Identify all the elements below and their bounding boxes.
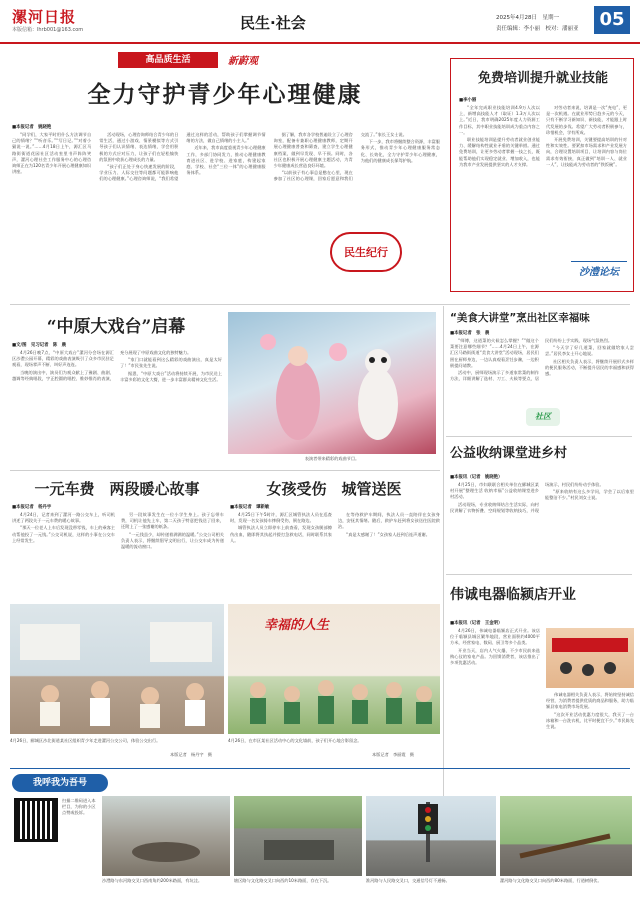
qr-code[interactable] (14, 798, 58, 842)
women-byline: ■本报记者 谭新敏 (230, 505, 270, 510)
divider (446, 436, 632, 437)
lead-body: “同学们，大家平时用什么方法调节自己的情绪？”“听音乐。”“写日记。”“对着小猫说一说。”……4月18日上午，源汇区马路街街道花园社区活动室里书声阵阵笑声，漯河心理社会工作服务中心的心理咨询师正在为120名青少年开展心理健康知识讲座。 活动现场，心理咨询师结合青少年的日常生活，通过小游戏、情景模拟等方式引导孩子们认识情绪、表达情绪，学会用积极的方式应对压力，让孩子们在轻松愉快的氛围中收获心理成长的力量。 “孩子们正处于身心快速发展的阶段，学业压力、人际交往等问题都可能影响他们的心理健康。”心理咨询师说，“我们希望通过这样的活动，帮助孩子们掌握调节情绪的方法，做自己情绪的小主人。” 近年来，我市高度重视青少年心理健康工作，多部门协同发力，推动心理健康教育进社区、进学校、进家庭，构建起家庭、学校、社会“三位一体”的心理健康服务体系。 据了解，我市各学校普遍设立了心理咨询室，配备专兼职心理健康教师，定期开展心理健康普查和筛查，建立学生心理健康档案，做到早发现、早干预。同时，各社区也积极开展心理健康主题活动，为青少年健康成长营造良好环境。 “以前孩子有心事总是憋在心里，现在参加了社区的心理课，回家后愿意和我们交流了。”家长王女士说。 下一步，我市将继续整合资源，丰富服务形式，推动青少年心理健康服务常态化、长效化，全力守护青少年心理健康，为他们的健康成长保驾护航。 (12, 132, 440, 182)
kitchen-body: 4月25日，市妇联联合相关单位在郾城区某村开展“整理生活 收纳幸福”公益收纳课堂进乡村活动。 活动现场，专业收纳师结合生活实际，向村民讲解了衣物折叠、空间规划等收纳技巧，并现场演示，村民们纷纷动手体验。 “原来收纳有这么多学问，学会了以后家里能整洁不少。”村民刘女士说。 (450, 482, 634, 513)
divider (10, 470, 440, 471)
pothole-image (102, 796, 230, 876)
women-article (228, 474, 440, 600)
food-body: “师傅，这道菜的火候怎么掌握？”“做这个菜要注意哪些细节？”……4月24日上午，在源汇区马路街街道“美食大讲堂”活动现场，居民们围在厨师身边，一边认真观看烹饪步骤，一边积极提问请教。 活动中，厨师现场演示了多道家常菜的制作方法，详细讲解了选材、刀工、火候等要点，居民们纷纷上手实践，现场气氛热烈。 “今天学了好几道菜，回家就做给家人尝尝。”居民李女士开心地说。 社区相关负责人表示，将继续开展形式多样的便民服务活动，不断提升居民的幸福感和获得感。 (450, 338, 634, 382)
store-article (450, 580, 634, 766)
opera-body: 4月26日晚7点，“中原大戏台”漯河分会场在源汇区沙澧公园开幕，精彩的戏曲表演吸引了众多市民驻足观看，现场掌声不断、叫好声连连。 当晚的演出中，演员们为观众献上了豫剧、曲剧、越调等经典唱段，字正腔圆的唱腔、惟妙惟肖的表演，充分展现了中原戏曲文化的独特魅力。 “家门口就能看到这么精彩的戏曲演出，真是太好了！”市民张先生说。 据悉，“中原大戏台”活动将持续开展，为市民送上丰富多彩的文化大餐，进一步丰富群众精神文化生活。 (12, 350, 222, 382)
mailbox-text: 本版信箱：lhrb001@163.com (12, 27, 84, 33)
lead-byline: ■本报记者 姚晓艳 (12, 125, 52, 130)
store-headline: 伟诚电器临颍店开业 (450, 587, 576, 603)
bus-credit: 本版记者 杨丹宇 摄 (170, 752, 212, 757)
page-number: 05 (594, 6, 630, 34)
tousu-badge: 我呼我为吾号 (12, 774, 108, 792)
minsheng-badge: 民生纪行 (330, 232, 402, 272)
women-headline: 女孩受伤 城管送医 (266, 480, 402, 498)
forum-box (450, 58, 634, 292)
bus-byline: ■本报记者 杨丹宇 (12, 505, 52, 510)
opera-photo (228, 312, 436, 454)
road-caption-1: 沙澧路与东河路交叉口西南角约200米路面，有坑洼。 (102, 878, 203, 883)
editor-info: 责任编辑：李小丽 校对：潘丽亚 (496, 26, 579, 32)
newspaper-logo: 漯河日报 (12, 8, 77, 26)
road-photo-4 (500, 796, 632, 876)
divider (446, 574, 632, 575)
road-sink-image (234, 796, 362, 876)
forum-title: 免费培训提升就业技能 (477, 71, 608, 86)
photo-banner-text: 幸福的人生 (264, 618, 330, 633)
opera-article (10, 308, 222, 468)
issue-date: 2025年4月28日 星期一 (496, 15, 560, 21)
bus-article (10, 474, 224, 600)
store-body-2: 伟诚电器相关负责人表示，将始终坚持诚信经营，为消费者提供优质的商品和服务，助力临颍县家电消费市场发展。 “这次开业活动优惠力度很大，我买了一台冰箱和一台洗衣机，比平时便宜不少。”市民陈先生说。 (546, 692, 634, 730)
bus-photo (10, 604, 224, 734)
kitchen-article (450, 440, 634, 570)
forum-body: “全年完成职业技能培训4.9万人次以上，新增高技能人才（取证）1.3万人次以上。”近日，我市明确2025年度人力资源工作目标，其中职业技能培训成为重点内容之一。 职业技能培训是提升劳动者就业创业能力、缓解结构性就业矛盾的关键举措。通过免费培训，让更多劳动者掌握一技之长，既能帮助他们实现稳定就业、增加收入，也能为我市产业发展提供坚实的人才支撑。 对劳动者来说，培训是一次“充电”，更是一次机遇。在就业形势日趋多元的今天，只有不断学习新知识、新技能，才能跟上时代发展的步伐。希望广大劳动者积极参与，珍惜机会，学有所成。 开展免费培训，关键要提高培训的针对性和实效性。要紧扣市场需求和产业发展方向，合理设置培训项目，让培训内容与岗位需求有效衔接，真正做到“培训一人、就业一人”，让技能成为劳动者的“铁饭碗”。 (459, 105, 627, 167)
divider (443, 306, 444, 866)
kicker-ribbon: 高品质生活 (118, 52, 218, 68)
road-caption-2: 辖区路与文化路交叉口向西约10米路面，存在下沉。 (234, 878, 332, 883)
bus-headline: 一元车费 两段暖心故事 (34, 480, 200, 498)
lead-article (10, 50, 440, 302)
section-title: 民生·社会 (240, 14, 306, 32)
kitchen-headline: 公益收纳课堂进乡村 (450, 446, 568, 461)
bus-body: 4月24日，记者来到了漯河一路公交车上，听司机讲述了两段关于一元车费的暖心故事。 “那天一位老人上车后发现没带零钱，车上的乘客主动帮他投了一元钱。”公交司机说，这样的小事在公交车上经常发生。 另一段故事发生在一位小学生身上。孩子忘带车费，司机让他先上车，第二天孩子特意把钱送了回来，还附上了一张感谢的纸条。 “一元钱虽少，却传递着满满的温暖。”公交公司相关负责人表示，将继续倡导文明出行，让公交车成为传递温暖的流动窗口。 (12, 512, 224, 550)
forum-badge: 沙澧论坛 (571, 261, 627, 283)
opera-headline: “中原大戏台”启幕 (46, 317, 186, 337)
food-byline: ■本报记者 张 晨 (450, 331, 490, 336)
children-group-image (228, 604, 440, 734)
traffic-light-image (366, 796, 496, 876)
road-caption-3: 淮河路与人民路交叉口，交通信号灯不通畅。 (366, 878, 450, 883)
women-credit: 本版记者 李丽霞 摄 (372, 752, 414, 757)
kicker-column: 新蔚观 (228, 56, 258, 67)
bus-caption: 4月26日，郾城区沙北街道某社区组织青少年走进漯河公交公司，体验公交出行。 (10, 738, 161, 743)
opera-stage-image (228, 312, 436, 454)
divider (10, 768, 630, 769)
classroom-image (10, 604, 224, 734)
masthead (0, 0, 640, 44)
kitchen-byline: ■本报讯（记者 姚晓艳） (450, 475, 503, 480)
opera-byline: ■文/图 见习记者 陈 晨 (12, 343, 67, 348)
women-caption: 4月26日，在市区某社区活动中心的文化墙前，孩子们开心地合影留念。 (228, 738, 362, 743)
women-body: 4月25日下午5时许，源汇区城管执法人员在巡查时，发现一名女孩骑车摔倒受伤，倒在路边。 城管执法人员立即停车上前查看，发现女孩腿部擦伤出血，随即将其扶起并拨打急救电话，同时联系其家人。 在等待救护车期间，执法人员一直陪伴在女孩身边，安抚其情绪。随后，救护车赶到将女孩送往医院救治。 “真是太感谢了！”女孩家人赶到后连声道谢。 (230, 512, 440, 543)
store-body: 4月26日，伟诚电器临颍店正式开业。该店位于临颍县城区繁华地段，营业面积约4000平方米，经营家电、数码、厨卫等多个品类。 开业当天，店内人气火爆，不少市民前来选购心仪的家电产品。为回馈消费者，该店推出了多项优惠活动。 (450, 628, 540, 666)
food-headline: “美食大讲堂”烹出社区幸福味 (450, 312, 590, 324)
opera-caption: 表演者带来精彩的戏曲节目。 (304, 456, 360, 461)
food-article (450, 308, 634, 432)
women-photo (228, 604, 440, 734)
store-byline: ■本报讯（记者 王金明） (450, 621, 503, 626)
lead-headline: 全力守护青少年心理健康 (87, 81, 363, 108)
road-caption-4: 漯河路与文化路交叉口向西约80米路面，行道树倒伏。 (500, 878, 602, 883)
forum-byline: ■李小丽 (459, 98, 477, 103)
divider (10, 304, 630, 305)
qr-caption: 扫描二维码进入本栏目，为你的小区点赞或投诉。 (62, 798, 96, 815)
store-opening-image (546, 628, 634, 688)
fallen-tree-image (500, 796, 632, 876)
road-photo-2 (234, 796, 362, 876)
road-photo-1 (102, 796, 230, 876)
road-photo-3 (366, 796, 496, 876)
shequ-badge: 社区 (526, 408, 560, 426)
store-photo (546, 628, 634, 688)
